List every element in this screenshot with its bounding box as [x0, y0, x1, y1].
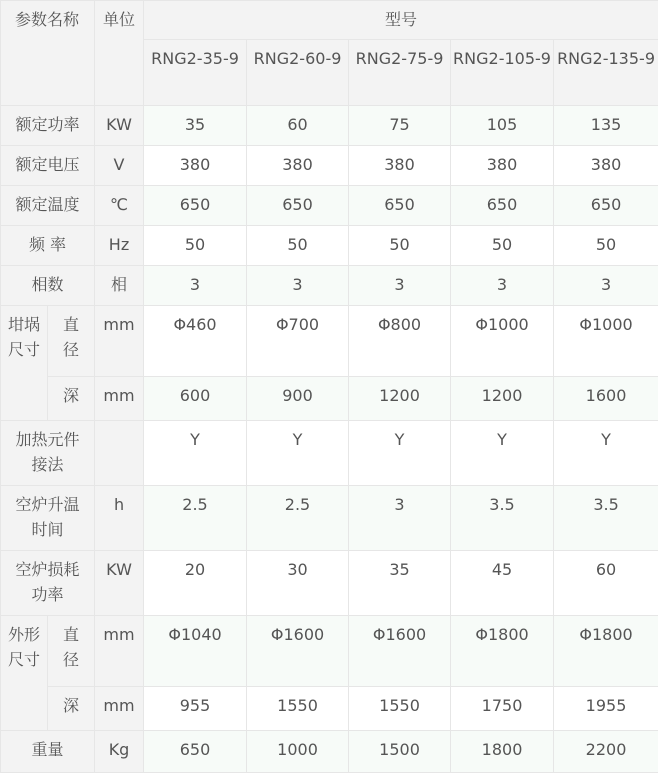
unit-cell: mm — [95, 306, 144, 377]
value-cell: Φ1800 — [554, 616, 658, 687]
value-cell: 1750 — [451, 687, 554, 731]
header-row-1 — [1, 1, 658, 40]
value-cell: Φ1600 — [247, 616, 349, 687]
param-name: 额定功率 — [1, 106, 95, 146]
value-cell: 380 — [349, 146, 451, 186]
model-name: RNG2-75-9 — [349, 40, 451, 106]
param-name: 加热元件接法 — [1, 421, 95, 486]
value-cell: 3 — [349, 266, 451, 306]
value-cell: 650 — [144, 731, 247, 773]
unit-cell: 相 — [95, 266, 144, 306]
value-cell: 20 — [144, 551, 247, 616]
value-cell: 955 — [144, 687, 247, 731]
value-cell: 380 — [451, 146, 554, 186]
value-cell: Φ1800 — [451, 616, 554, 687]
unit-cell: mm — [95, 377, 144, 421]
value-cell: 650 — [554, 186, 658, 226]
value-cell: 1200 — [349, 377, 451, 421]
param-name-header: 参数名称 — [1, 1, 95, 106]
unit-cell: V — [95, 146, 144, 186]
sub-param-name: 直径 — [48, 616, 95, 687]
unit-cell — [95, 421, 144, 486]
model-name: RNG2-105-9 — [451, 40, 554, 106]
model-name: RNG2-35-9 — [144, 40, 247, 106]
row-weight — [1, 731, 658, 773]
value-cell: Φ1000 — [451, 306, 554, 377]
value-cell: 380 — [554, 146, 658, 186]
row-phase — [1, 266, 658, 306]
unit-cell: Kg — [95, 731, 144, 773]
unit-cell: mm — [95, 687, 144, 731]
param-name: 频 率 — [1, 226, 95, 266]
value-cell: 50 — [144, 226, 247, 266]
param-group-name: 外形尺寸 — [1, 616, 48, 731]
value-cell: 1550 — [349, 687, 451, 731]
row-heating — [1, 421, 658, 486]
value-cell: 50 — [247, 226, 349, 266]
param-group-name: 坩埚尺寸 — [1, 306, 48, 421]
model-header: 型号 — [144, 1, 658, 40]
value-cell: 30 — [247, 551, 349, 616]
value-cell: 60 — [554, 551, 658, 616]
sub-param-name: 深 — [48, 377, 95, 421]
row-temp — [1, 186, 658, 226]
value-cell: 1500 — [349, 731, 451, 773]
value-cell: 2200 — [554, 731, 658, 773]
value-cell: 135 — [554, 106, 658, 146]
param-name: 相数 — [1, 266, 95, 306]
value-cell: 1600 — [554, 377, 658, 421]
value-cell: 50 — [349, 226, 451, 266]
row-crucible-depth — [1, 377, 658, 421]
value-cell: 50 — [554, 226, 658, 266]
value-cell: 900 — [247, 377, 349, 421]
value-cell: 3 — [349, 486, 451, 551]
value-cell: 650 — [247, 186, 349, 226]
value-cell: 2.5 — [247, 486, 349, 551]
value-cell: 650 — [349, 186, 451, 226]
value-cell: 75 — [349, 106, 451, 146]
unit-cell: mm — [95, 616, 144, 687]
unit-cell: h — [95, 486, 144, 551]
unit-cell: Hz — [95, 226, 144, 266]
value-cell: Y — [247, 421, 349, 486]
value-cell: 3 — [247, 266, 349, 306]
value-cell: 50 — [451, 226, 554, 266]
model-name: RNG2-60-9 — [247, 40, 349, 106]
unit-cell: ℃ — [95, 186, 144, 226]
row-heatup — [1, 486, 658, 551]
value-cell: 35 — [144, 106, 247, 146]
value-cell: 35 — [349, 551, 451, 616]
sub-param-name: 深 — [48, 687, 95, 731]
model-name: RNG2-135-9 — [554, 40, 658, 106]
value-cell: Φ1600 — [349, 616, 451, 687]
value-cell: 380 — [144, 146, 247, 186]
value-cell: 3.5 — [554, 486, 658, 551]
param-name: 额定电压 — [1, 146, 95, 186]
row-outer-diameter — [1, 616, 658, 687]
value-cell: 105 — [451, 106, 554, 146]
value-cell: Φ1000 — [554, 306, 658, 377]
value-cell: 600 — [144, 377, 247, 421]
value-cell: 1550 — [247, 687, 349, 731]
value-cell: 1955 — [554, 687, 658, 731]
value-cell: 45 — [451, 551, 554, 616]
row-power — [1, 106, 658, 146]
value-cell: 60 — [247, 106, 349, 146]
value-cell: 1800 — [451, 731, 554, 773]
unit-header: 单位 — [95, 1, 144, 106]
value-cell: 3.5 — [451, 486, 554, 551]
value-cell: 650 — [451, 186, 554, 226]
param-name: 空炉升温时间 — [1, 486, 95, 551]
unit-cell: KW — [95, 106, 144, 146]
value-cell: 2.5 — [144, 486, 247, 551]
value-cell: Φ800 — [349, 306, 451, 377]
row-outer-depth — [1, 687, 658, 731]
value-cell: Y — [451, 421, 554, 486]
value-cell: 380 — [247, 146, 349, 186]
value-cell: Y — [144, 421, 247, 486]
row-voltage — [1, 146, 658, 186]
param-name: 额定温度 — [1, 186, 95, 226]
value-cell: 650 — [144, 186, 247, 226]
param-name: 重量 — [1, 731, 95, 773]
value-cell: Φ700 — [247, 306, 349, 377]
unit-cell: KW — [95, 551, 144, 616]
value-cell: 3 — [554, 266, 658, 306]
value-cell: Φ1040 — [144, 616, 247, 687]
row-loss — [1, 551, 658, 616]
value-cell: 1200 — [451, 377, 554, 421]
sub-param-name: 直径 — [48, 306, 95, 377]
row-freq — [1, 226, 658, 266]
value-cell: 3 — [451, 266, 554, 306]
value-cell: Φ460 — [144, 306, 247, 377]
value-cell: Y — [349, 421, 451, 486]
param-name: 空炉损耗功率 — [1, 551, 95, 616]
value-cell: 3 — [144, 266, 247, 306]
value-cell: 1000 — [247, 731, 349, 773]
value-cell: Y — [554, 421, 658, 486]
row-crucible-diameter — [1, 306, 658, 377]
